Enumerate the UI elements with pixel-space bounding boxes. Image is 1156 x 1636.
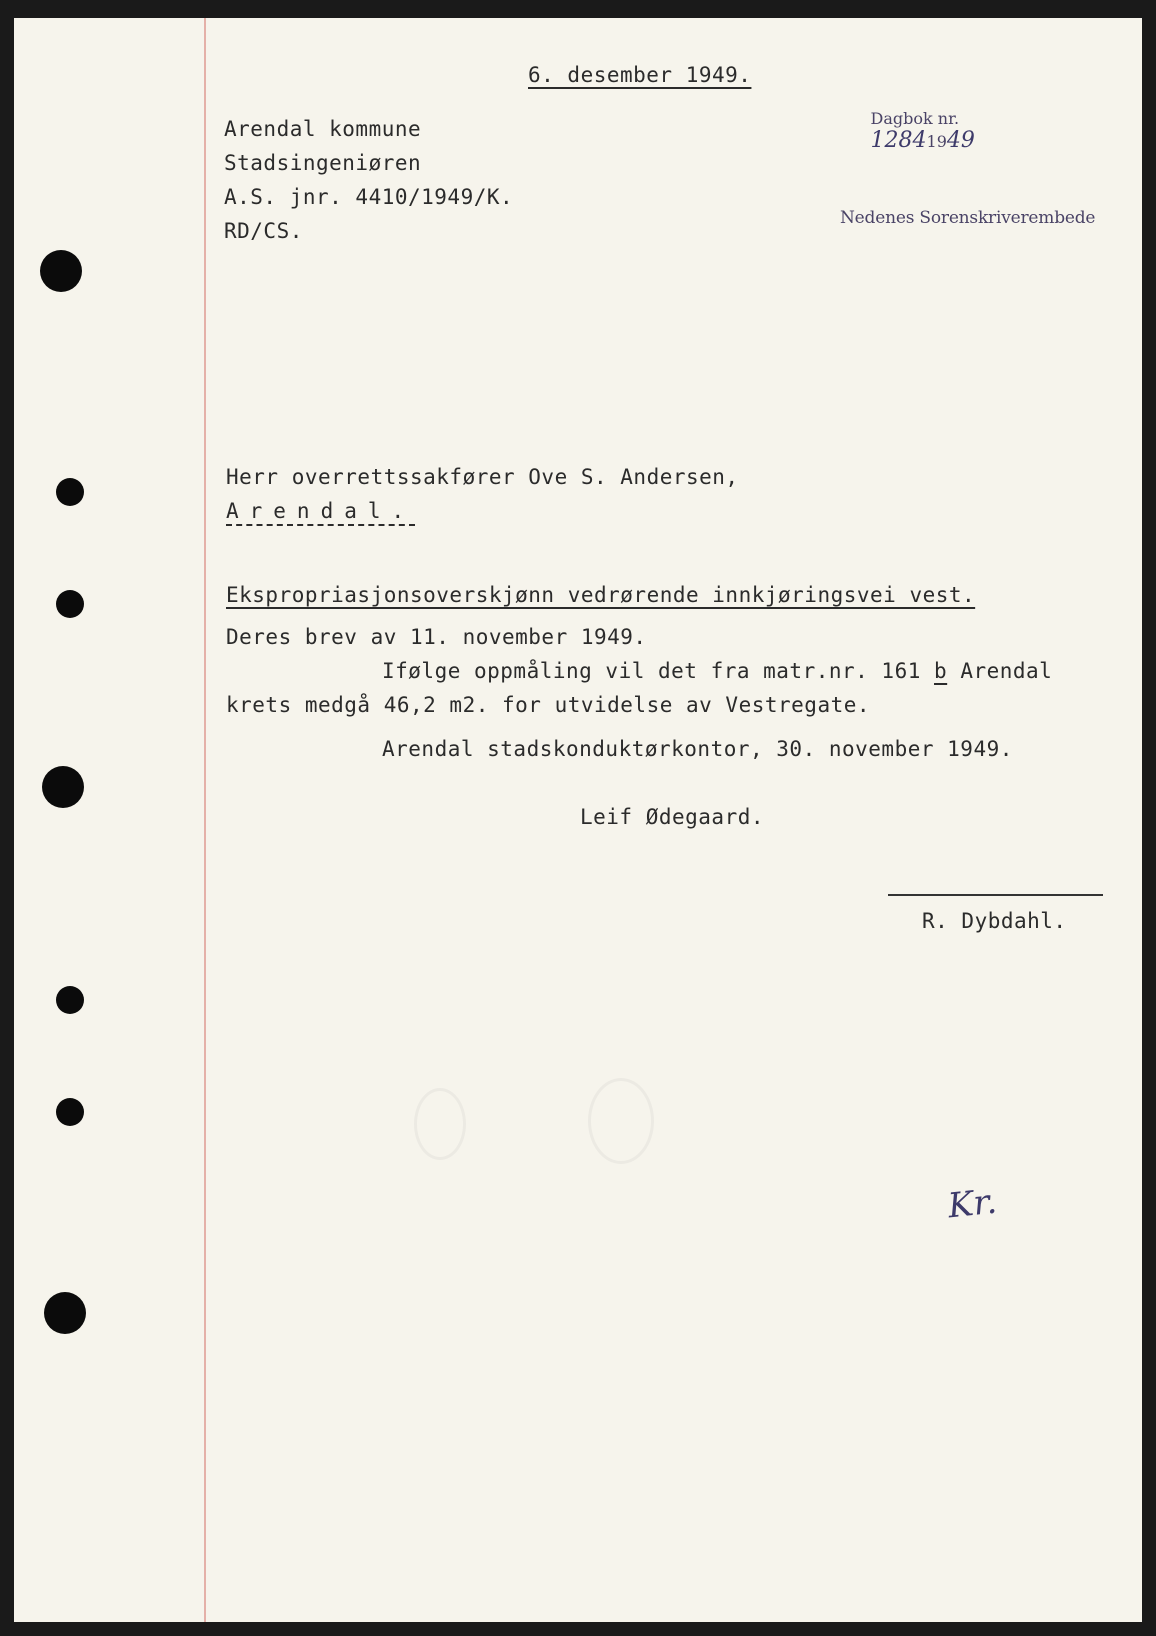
punch-hole: [42, 766, 84, 808]
letter-date: 6. desember 1949.: [528, 63, 752, 87]
body-line-1-end: Arendal: [947, 659, 1053, 683]
bleed-through-mark: [414, 1088, 466, 1160]
body-line-1-mark: b: [934, 659, 948, 683]
handwritten-initials: Kr.: [946, 1181, 999, 1227]
place-date-line: Arendal stadskonduktørkontor, 30. november 1949.: [382, 737, 1013, 761]
punch-hole: [56, 590, 84, 618]
recipient-city: Arendal.: [226, 499, 416, 523]
body-line-2: krets medgå 46,2 m2. for utvidelse av Vestregate.: [226, 693, 871, 717]
sender-line-1: Arendal kommune: [224, 117, 422, 141]
signatory-name: Leif Ødegaard.: [580, 805, 765, 829]
punch-hole: [56, 1098, 84, 1126]
body-line-1-start: Ifølge oppmåling vil det fra matr.nr. 161: [382, 659, 935, 683]
punch-hole: [40, 250, 82, 292]
margin-rule: [204, 18, 206, 1622]
recipient-name: Herr overrettssakfører Ove S. Andersen,: [226, 465, 739, 489]
reference-line: Deres brev av 11. november 1949.: [226, 625, 647, 649]
bleed-through-mark: [588, 1078, 654, 1164]
punch-hole: [44, 1292, 86, 1334]
stamp-year-suffix: 49: [946, 128, 975, 153]
punch-hole: [56, 478, 84, 506]
stamp-number: 1284: [870, 128, 927, 153]
sender-line-2: Stadsingeniøren: [224, 151, 422, 175]
registry-stamp: [840, 52, 1095, 266]
stamp-label: Dagbok nr.: [870, 109, 960, 128]
signature-rule: [888, 894, 1103, 896]
sender-line-4: RD/CS.: [224, 219, 303, 243]
stamp-office: Nedenes Sorenskriverembede: [840, 208, 1096, 228]
closing-signature: R. Dybdahl.: [922, 909, 1067, 933]
stamp-year-prefix: 19: [926, 132, 947, 151]
subject-line: Ekspropriasjonsoverskjønn vedrørende innkjøringsvei vest.: [226, 583, 976, 607]
body-line-1: [382, 658, 1052, 684]
document-page: [14, 18, 1142, 1622]
punch-hole: [56, 986, 84, 1014]
sender-line-3: A.S. jnr. 4410/1949/K.: [224, 185, 514, 209]
